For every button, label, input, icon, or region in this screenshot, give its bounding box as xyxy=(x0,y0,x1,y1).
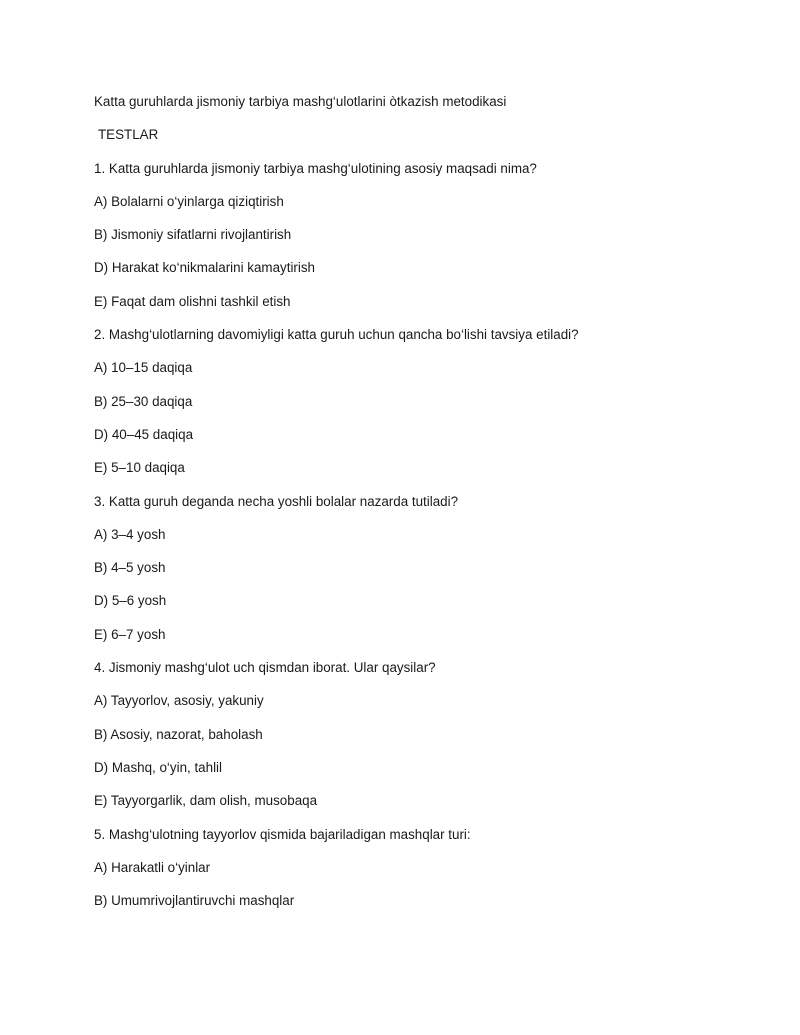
question-2-option-a: A) 10–15 daqiqa xyxy=(94,360,193,376)
question-3-option-b: B) 4–5 yosh xyxy=(94,560,166,576)
question-5-option-a: A) Harakatli o‘yinlar xyxy=(94,859,211,875)
question-3-option-e: E) 6–7 yosh xyxy=(94,626,166,642)
document-title: Katta guruhlarda jismoniy tarbiya mashg‘ulotlarini òtkazish metodikasi xyxy=(94,94,507,109)
question-4-option-d: D) Mashq, o‘yin, tahlil xyxy=(94,759,223,775)
question-2-option-e: E) 5–10 daqiqa xyxy=(94,460,185,476)
question-4-option-e: E) Tayyorgarlik, dam olish, musobaqa xyxy=(94,793,318,809)
question-1-option-e: E) Faqat dam olishni tashkil etish xyxy=(94,293,291,309)
question-1-option-d: D) Harakat ko‘nikmalarini kamaytirish xyxy=(94,260,316,276)
question-4-option-b: B) Asosiy, nazorat, baholash xyxy=(94,726,263,742)
question-1-option-b: B) Jismoniy sifatlarni rivojlantirish xyxy=(94,227,292,243)
question-3-option-d: D) 5–6 yosh xyxy=(94,593,167,609)
question-1: 1. Katta guruhlarda jismoniy tarbiya mashg‘ulotining asosiy maqsadi nima? xyxy=(94,160,537,176)
question-1-option-a: A) Bolalarni o‘yinlarga qiziqtirish xyxy=(94,193,284,209)
question-4: 4. Jismoniy mashg‘ulot uch qismdan iborat. Ular qaysilar? xyxy=(94,660,436,676)
question-2-option-d: D) 40–45 daqiqa xyxy=(94,426,194,442)
question-3-option-a: A) 3–4 yosh xyxy=(94,526,166,542)
question-2-option-b: B) 25–30 daqiqa xyxy=(94,393,193,409)
question-3: 3. Katta guruh deganda necha yoshli bolalar nazarda tutiladi? xyxy=(94,493,459,509)
question-5-option-b: B) Umumrivojlantiruvchi mashqlar xyxy=(94,893,295,909)
question-2: 2. Mashg‘ulotlarning davomiyligi katta guruh uchun qancha bo‘lishi tavsiya etiladi? xyxy=(94,327,579,343)
document-body xyxy=(94,92,734,924)
question-4-option-a: A) Tayyorlov, asosiy, yakuniy xyxy=(94,693,264,709)
document-subtitle: TESTLAR xyxy=(98,127,159,143)
question-5: 5. Mashg‘ulotning tayyorlov qismida bajariladigan mashqlar turi: xyxy=(94,826,471,842)
